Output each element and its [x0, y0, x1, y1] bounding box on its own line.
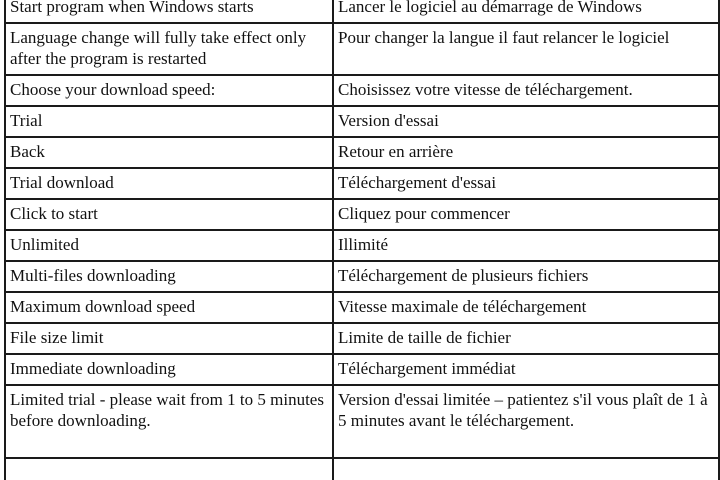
- english-cell: Language change will fully take effect only after the program is restarted: [5, 23, 333, 75]
- french-cell: Téléchargement immédiat: [333, 354, 719, 385]
- table-row: [5, 230, 719, 261]
- table-row: [5, 137, 719, 168]
- english-cell: Trial: [5, 106, 333, 137]
- french-cell: Téléchargement d'essai: [333, 168, 719, 199]
- table-row: [5, 23, 719, 75]
- english-cell: Click to start: [5, 199, 333, 230]
- english-cell: Back: [5, 137, 333, 168]
- english-cell: Choose your download speed:: [5, 75, 333, 106]
- french-cell: Pour changer la langue il faut relancer le logiciel: [333, 23, 719, 75]
- french-cell: Téléchargement de plusieurs fichiers: [333, 261, 719, 292]
- french-cell: Choisissez votre vitesse de téléchargement.: [333, 75, 719, 106]
- table-row: [5, 0, 719, 23]
- french-cell: Limite de taille de fichier: [333, 323, 719, 354]
- french-cell: Illimité: [333, 230, 719, 261]
- english-cell: File size limit: [5, 323, 333, 354]
- french-cell: Version d'essai limitée – patientez s'il vous plaît de 1 à 5 minutes avant le téléchargement.: [333, 385, 719, 458]
- french-cell: Lancer le logiciel au démarrage de Windows: [333, 0, 719, 23]
- table-row: [5, 168, 719, 199]
- table-row: [5, 199, 719, 230]
- table-row: [5, 323, 719, 354]
- table-row: [5, 354, 719, 385]
- table-row: [5, 261, 719, 292]
- english-cell: Maximum download speed: [5, 292, 333, 323]
- french-cell: Cliquez pour commencer: [333, 199, 719, 230]
- translation-table: [4, 0, 720, 480]
- table-row: [5, 458, 719, 480]
- english-cell: Multi-files downloading: [5, 261, 333, 292]
- english-cell: Unlimited: [5, 230, 333, 261]
- english-cell: Start program when Windows starts: [5, 0, 333, 23]
- table-row: [5, 75, 719, 106]
- empty-cell: [333, 458, 719, 480]
- table-row: [5, 106, 719, 137]
- english-cell: Limited trial - please wait from 1 to 5 minutes before downloading.: [5, 385, 333, 458]
- french-cell: Vitesse maximale de téléchargement: [333, 292, 719, 323]
- french-cell: Retour en arrière: [333, 137, 719, 168]
- empty-cell: [5, 458, 333, 480]
- table-row: [5, 292, 719, 323]
- table-row: [5, 385, 719, 458]
- english-cell: Trial download: [5, 168, 333, 199]
- french-cell: Version d'essai: [333, 106, 719, 137]
- english-cell: Immediate downloading: [5, 354, 333, 385]
